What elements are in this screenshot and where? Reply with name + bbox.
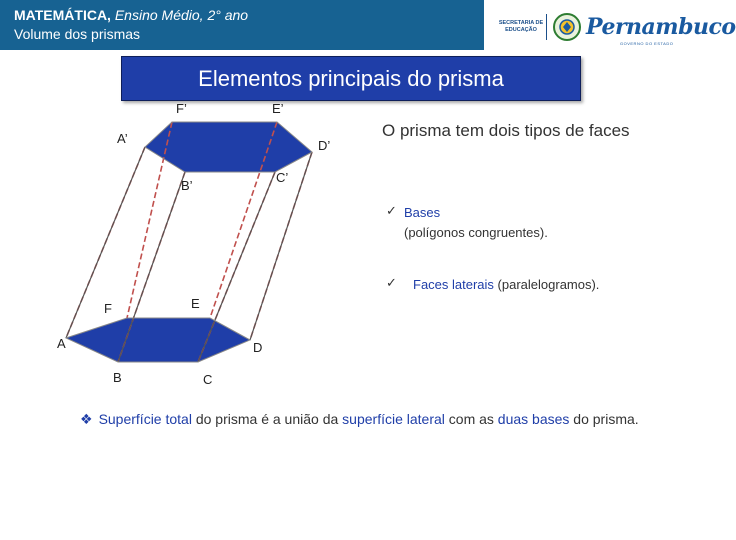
summary-term-total: Superfície total <box>98 411 192 427</box>
vertex-label-f: F <box>104 301 112 316</box>
diamond-bullet-icon: ❖ <box>80 412 93 428</box>
vertex-label-b-prime: B’ <box>181 178 193 193</box>
summary-text-part: do prisma. <box>569 411 639 427</box>
summary-term-lateral: superfície lateral <box>342 411 445 427</box>
state-logo-wordmark: Pernambuco <box>586 14 736 40</box>
bases-description: (polígonos congruentes). <box>404 225 548 240</box>
hidden-edge-ff <box>127 122 172 318</box>
vertex-label-d: D <box>253 340 263 355</box>
vertex-label-b: B <box>113 370 122 385</box>
lateral-faces-description: (paralelogramos). <box>497 277 600 292</box>
check-icon: ✓ <box>386 276 397 291</box>
vertex-label-f-prime: F’ <box>176 101 187 116</box>
vertex-label-e-prime: E’ <box>272 101 284 116</box>
check-icon: ✓ <box>386 204 397 219</box>
top-base-face <box>145 122 312 172</box>
level-label: Ensino Médio, 2° ano <box>114 7 249 23</box>
vertex-label-a-prime: A’ <box>117 131 128 146</box>
vertex-label-d-prime: D’ <box>318 138 331 153</box>
secretaria-logo-text: SECRETARIA DE EDUCAÇÃO <box>498 20 544 33</box>
summary-text-part: com as <box>444 411 498 427</box>
summary-text <box>80 408 680 431</box>
lateral-faces-label: Faces laterais <box>413 277 494 292</box>
slide-title: Elementos principais do prisma <box>121 56 581 101</box>
bases-label: Bases <box>404 205 441 220</box>
faces-intro: O prisma tem dois tipos de faces <box>382 121 630 140</box>
vertex-label-a: A <box>57 336 66 351</box>
vertex-label-c: C <box>203 372 213 387</box>
vertex-label-e: E <box>191 296 200 311</box>
state-logo-subtext: GOVERNO DO ESTADO <box>620 41 674 46</box>
summary-text-part: do prisma é a união da <box>191 411 343 427</box>
vertex-label-c-prime: C’ <box>276 170 289 185</box>
topic-label: Volume dos prismas <box>14 26 141 42</box>
lateral-faces-item <box>413 277 599 292</box>
subject-label: MATEMÁTICA, <box>14 7 111 23</box>
summary-term-bases: duas bases <box>497 411 570 427</box>
